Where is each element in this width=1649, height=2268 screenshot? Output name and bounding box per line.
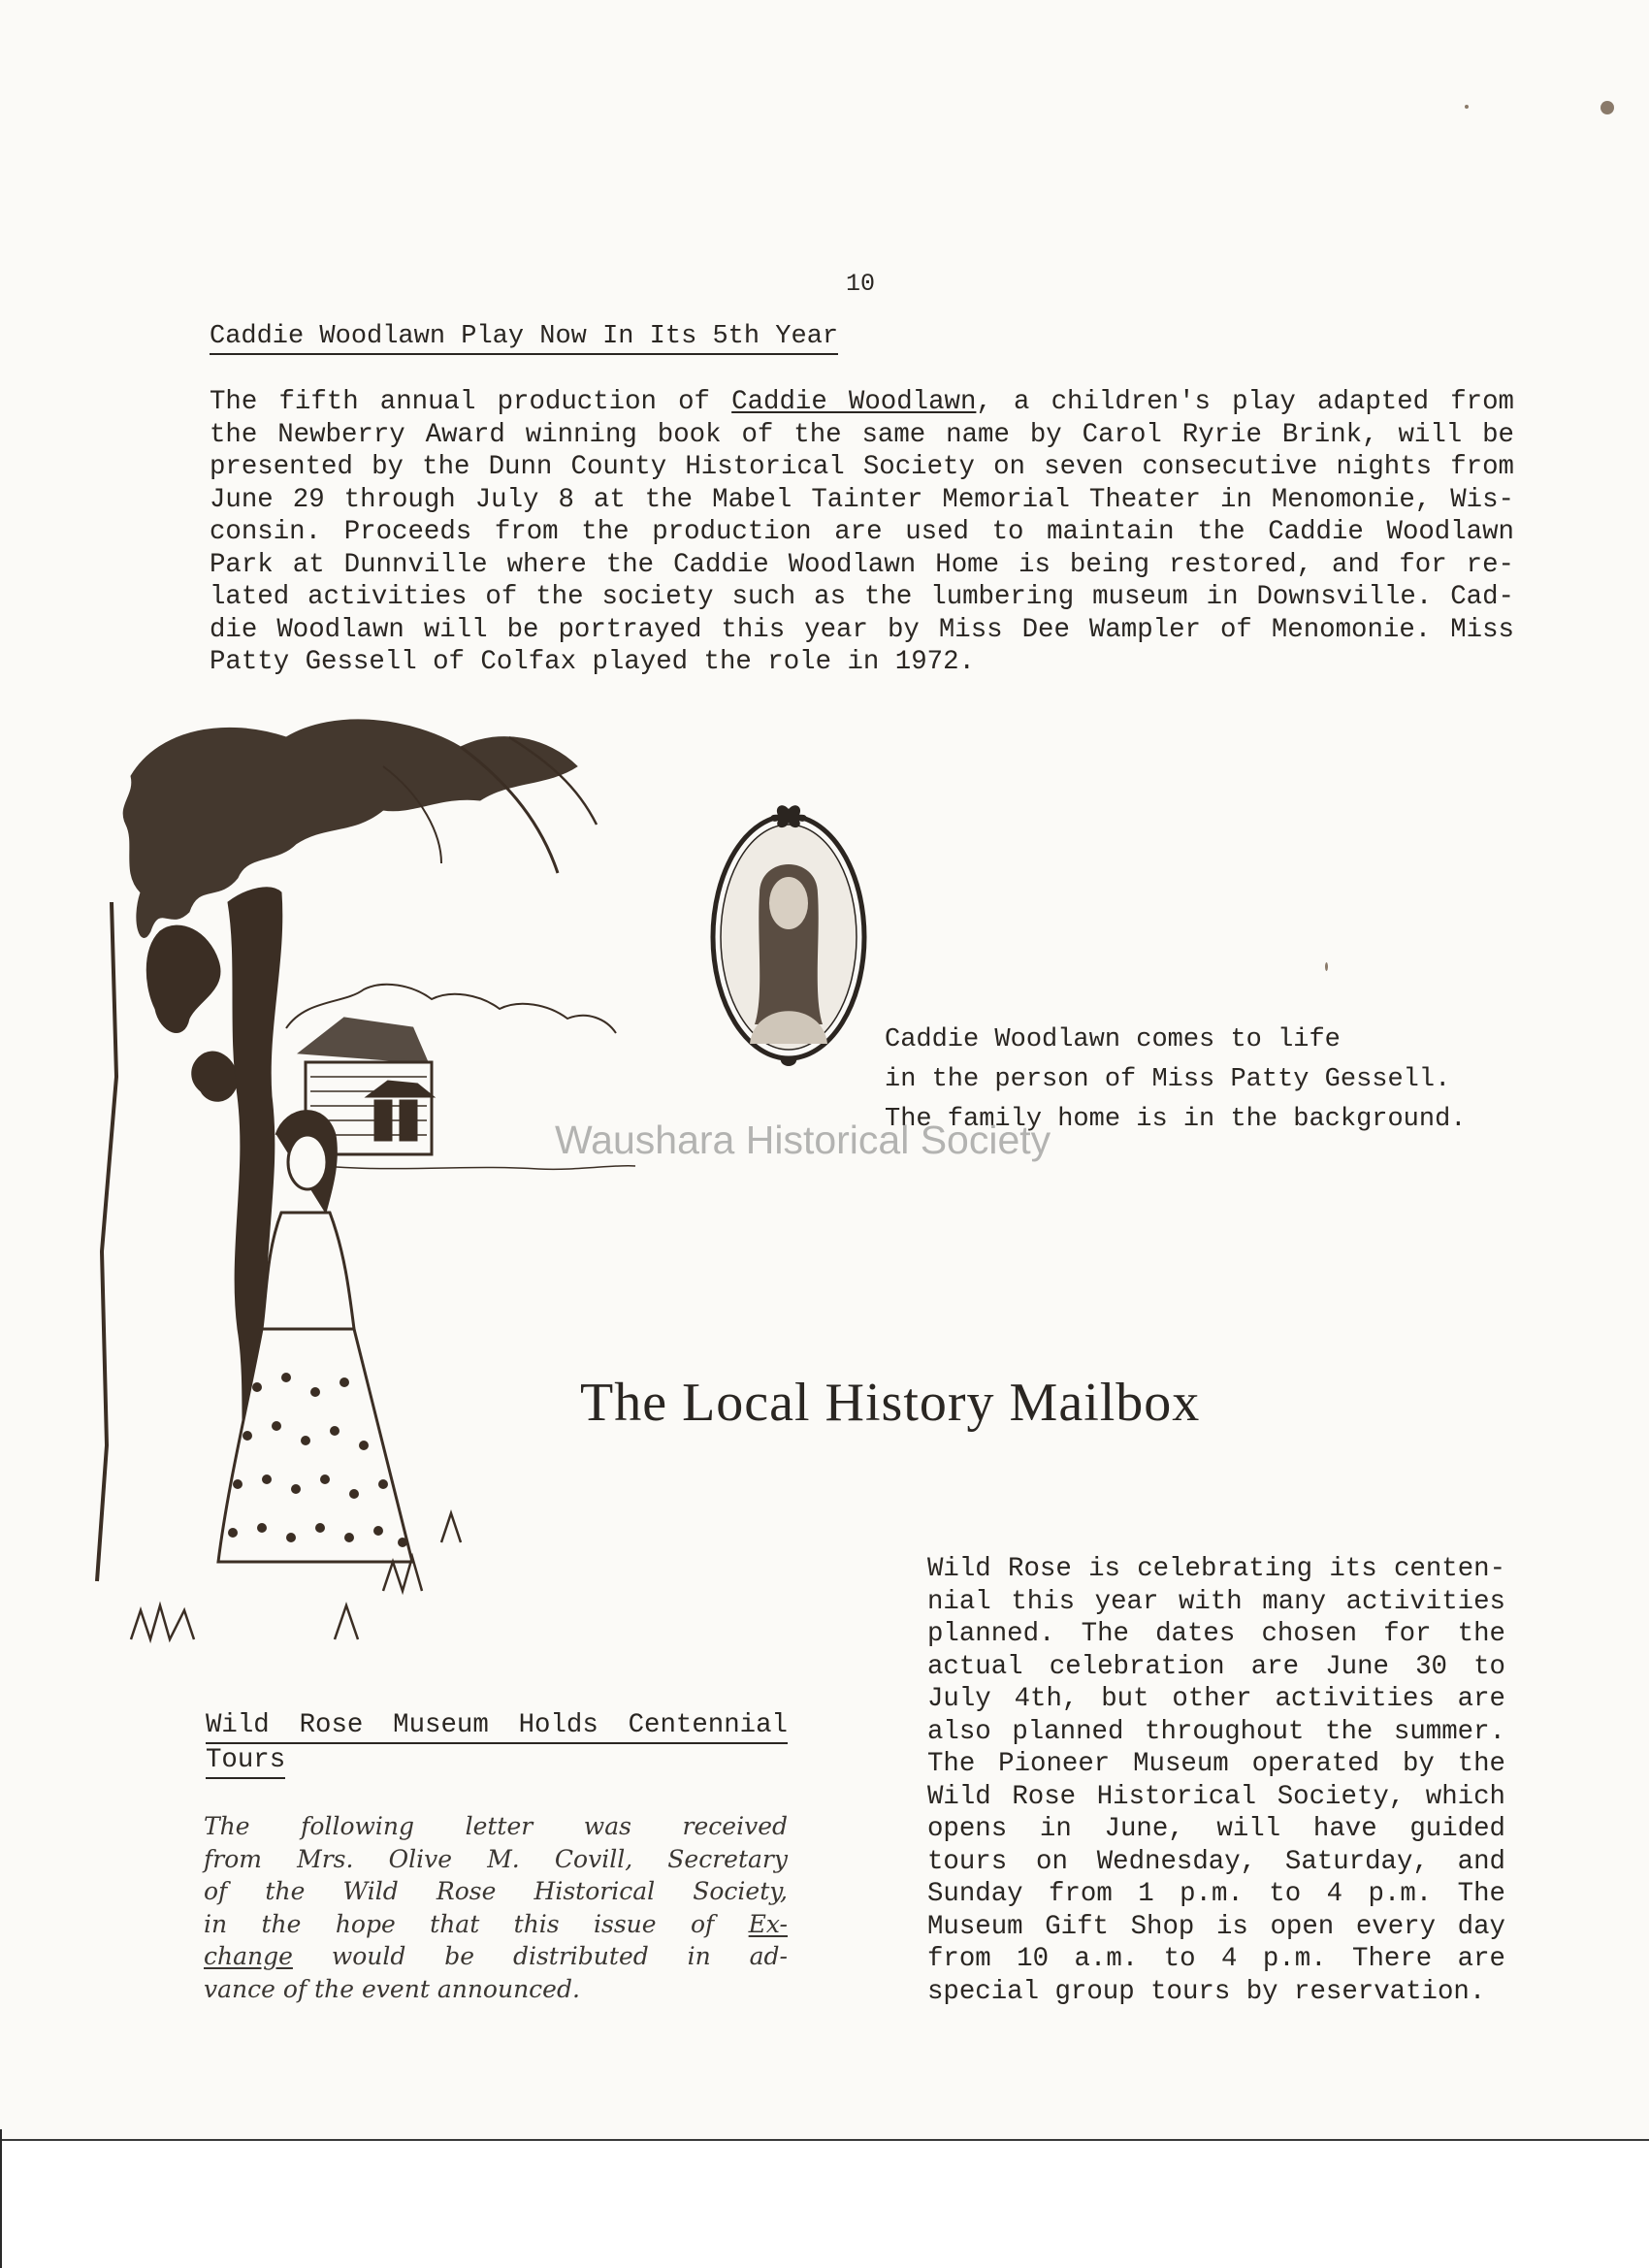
article-line: Park at Dunnville where the Caddie Woodlawn Home is being restored, and for re-: [210, 549, 1514, 580]
paper-speck: [1325, 962, 1328, 971]
article-headline: [206, 1709, 788, 1777]
note-line: of the Wild Rose Historical Society,: [204, 1877, 788, 1905]
tree-foliage: [146, 925, 220, 1032]
note-line: vance of the event announced.: [204, 1974, 580, 2003]
article-line: die Woodlawn will be portrayed this year by Miss Dee Wampler of Menomonie. Miss: [210, 614, 1514, 645]
article-line: tours on Wednesday, Saturday, and: [927, 1846, 1505, 1877]
publication-name: Ex-: [748, 1909, 788, 1938]
article-line: actual celebration are June 30 to: [927, 1651, 1505, 1682]
article-line: lated activities of the society such as the lumbering museum in Downsville. Cad-: [210, 582, 1514, 612]
headline-line: Tours: [206, 1744, 285, 1779]
article-line: Wild Rose Historical Society, which: [927, 1781, 1505, 1812]
note-line: from Mrs. Olive M. Covill, Secretary: [204, 1844, 788, 1873]
article-line: presented by the Dunn County Historical Society on seven consecutive nights from: [210, 452, 1514, 482]
tree-trunk-left: [97, 902, 116, 1581]
note-line: The following letter was received: [204, 1812, 788, 1840]
article-line: The Pioneer Museum operated by the: [927, 1749, 1505, 1779]
article-headline: Caddie Woodlawn Play Now In Its 5th Year: [210, 322, 838, 355]
caption-line: The family home is in the background.: [885, 1105, 1467, 1134]
article-line: the Newberry Award winning book of the same name by Carol Ryrie Brink, will be: [210, 419, 1514, 450]
article-line: from 10 a.m. to 4 p.m. There are: [927, 1944, 1505, 1974]
article-line: June 29 through July 8 at the Mabel Tainter Memorial Theater in Menomonie, Wis-: [210, 484, 1514, 515]
article-line: Patty Gessell of Colfax played the role in 1972.: [210, 647, 975, 677]
article-line: nial this year with many activities: [927, 1586, 1505, 1617]
article-line: planned. The dates chosen for the: [927, 1619, 1505, 1649]
paper-speck: [1600, 101, 1614, 114]
paper-speck: [1465, 105, 1469, 109]
article-line: opens in June, will have guided: [927, 1814, 1505, 1844]
article-line: July 4th, but other activities are: [927, 1684, 1505, 1714]
page-number: 10: [846, 270, 876, 298]
tree-foliage: [123, 720, 577, 938]
headline-line: Wild Rose Museum Holds Centennial: [206, 1709, 788, 1744]
tree-foliage: [192, 1052, 238, 1101]
article-line: Sunday from 1 p.m. to 4 p.m. The: [927, 1879, 1505, 1909]
publication-name: change: [204, 1942, 293, 1970]
note-line: change would be distributed in ad-: [204, 1942, 788, 1970]
caption-line: Caddie Woodlawn comes to life: [885, 1025, 1341, 1054]
ground-line: [306, 1164, 635, 1169]
article-line: Museum Gift Shop is open every day: [927, 1911, 1505, 1942]
article-body: [210, 386, 1514, 679]
portrait-face: [769, 877, 808, 929]
section-title: The Local History Mailbox: [580, 1373, 1201, 1433]
article-line: special group tours by reservation.: [927, 1976, 1486, 2007]
article-line: The fifth annual production of Caddie Woodlawn, a children's play adapted from: [210, 387, 1514, 417]
editor-note: [204, 1810, 788, 2005]
book-title: Caddie Woodlawn: [731, 387, 977, 417]
article-line: Wild Rose is celebrating its centen-: [927, 1554, 1505, 1584]
portrait-frame: [706, 801, 871, 1067]
article-line: consin. Proceeds from the production are used to maintain the Caddie Woodlawn: [210, 517, 1514, 547]
caption-line: in the person of Miss Patty Gessell.: [885, 1065, 1451, 1094]
page-edge-left: [0, 2129, 2, 2268]
note-line: in the hope that this issue of Ex-: [204, 1909, 788, 1938]
page-edge: [0, 2139, 1649, 2141]
watermark: Waushara Historical Society: [555, 1118, 1051, 1162]
article-line: also planned throughout the summer.: [927, 1716, 1505, 1747]
article-body: [927, 1553, 1505, 2008]
